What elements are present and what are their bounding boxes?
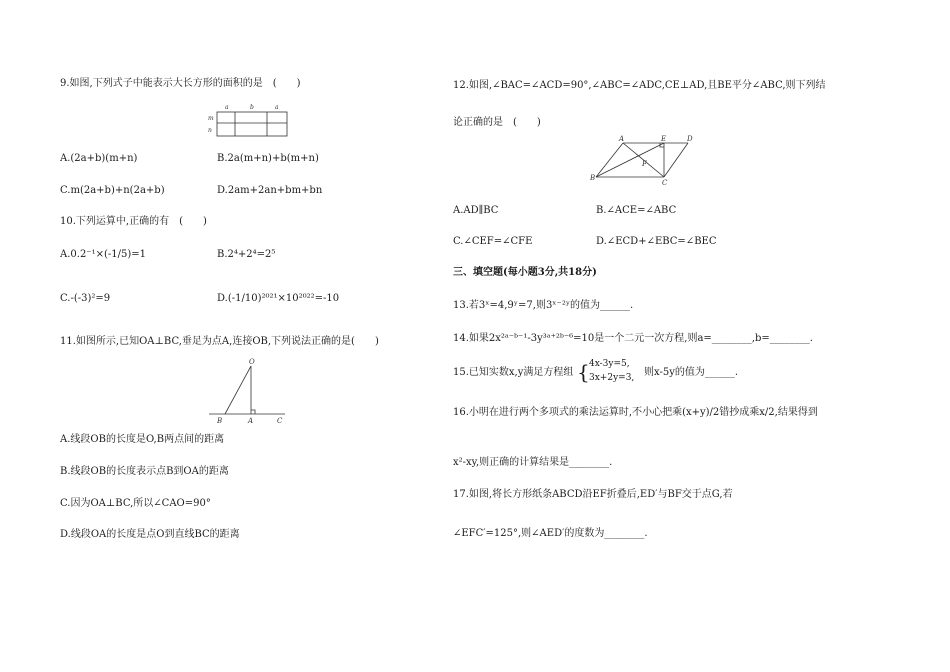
q9-option-a[interactable]: A.(2a+b)(m+n) (60, 153, 138, 164)
q10-option-c[interactable]: C.-(-3)²=9 (60, 293, 111, 304)
q12-option-b[interactable]: B.∠ACE=∠ABC (596, 205, 677, 216)
q11-option-d[interactable]: D.线段OA的长度是点O到直线BC的距离 (60, 529, 240, 540)
q15-prefix: 15.已知实数x,y满足方程组 (453, 367, 574, 378)
q9-rectangle-figure (205, 99, 295, 141)
q13-text: 13.若3ˣ=4,9ʸ=7,则3ˣ⁻²ʸ的值为______. (453, 300, 634, 311)
q12-option-d[interactable]: D.∠ECD+∠EBC=∠BEC (596, 236, 717, 247)
q12-stem-line1: 12.如图,∠BAC=∠ACD=90°,∠ABC=∠ADC,CE⊥AD,且BE平分∠ABC,则下列结 (453, 80, 826, 91)
q11-option-c[interactable]: C.因为OA⊥BC,所以∠CAO=90° (60, 498, 211, 509)
q14-text: 14.如果2x²ᵃ⁻ᵇ⁻¹-3y³ᵃ⁺²ᵇ⁻⁶=10是一个二元一次方程,则a=________,b=________. (453, 333, 813, 344)
q12-label-e: E (661, 135, 667, 143)
q15-suffix: 则x-5y的值为______. (644, 367, 739, 378)
q15-eq2: 3x+2y=3, (589, 373, 635, 383)
q9-option-b[interactable]: B.2a(m+n)+b(m+n) (217, 153, 319, 164)
q15-brace: { (577, 360, 590, 384)
q9-label-a2: a (275, 104, 279, 111)
q17-line1: 17.如图,将长方形纸条ABCD沿EF折叠后,ED′与BF交于点G,若 (453, 489, 733, 500)
q12-label-d: D (687, 135, 693, 143)
q12-label-c: C (662, 179, 668, 187)
q10-stem: 10.下列运算中,正确的有 ( ) (60, 216, 207, 227)
q9-label-n: n (208, 127, 212, 134)
q11-perpendicular-figure (205, 356, 295, 426)
q11-option-a[interactable]: A.线段OB的长度是O,B两点间的距离 (60, 434, 225, 445)
section-3-heading: 三、填空题(每小题3分,共18分) (453, 267, 597, 278)
q9-option-d[interactable]: D.2am+2an+bm+bn (217, 185, 323, 196)
q9-label-b1: b (250, 104, 254, 111)
q11-option-b[interactable]: B.线段OB的长度表示点B到OA的距离 (60, 466, 229, 477)
q11-label-b: B (217, 417, 223, 425)
q17-line2: ∠EFC′=125°,则∠AED′的度数为________. (453, 528, 648, 539)
q11-label-c: C (277, 417, 283, 425)
q9-option-c[interactable]: C.m(2a+b)+n(2a+b) (60, 185, 165, 196)
q15-eq1: 4x-3y=5, (589, 359, 630, 369)
q12-label-f: F (642, 160, 647, 168)
q11-stem: 11.如图所示,已知OA⊥BC,垂足为点A,连接OB,下列说法正确的是( ) (60, 336, 379, 347)
q12-stem-line2: 论正确的是 ( ) (453, 117, 541, 128)
q9-label-m: m (208, 115, 214, 122)
q10-option-a[interactable]: A.0.2⁻¹×(-1/5)=1 (60, 249, 146, 260)
q16-line1: 16.小明在进行两个多项式的乘法运算时,不小心把乘(x+y)/2错抄成乘x/2,结果得到 (453, 407, 818, 418)
q11-label-o: O (249, 358, 255, 366)
q12-option-c[interactable]: C.∠CEF=∠CFE (453, 236, 533, 247)
q16-line2: x²-xy,则正确的计算结果是________. (453, 457, 613, 468)
q9-label-a1: a (225, 104, 229, 111)
q12-label-a: A (619, 135, 625, 143)
q9-stem: 9.如图,下列式子中能表示大长方形的面积的是 ( ) (60, 78, 301, 89)
q12-parallelogram-figure (590, 135, 695, 187)
q10-option-b[interactable]: B.2⁴+2⁴=2⁵ (217, 249, 276, 260)
q11-label-a: A (248, 417, 254, 425)
q10-option-d[interactable]: D.(-1/10)²⁰²¹×10²⁰²²=-10 (217, 293, 340, 304)
q12-label-b: B (590, 174, 596, 182)
q12-option-a[interactable]: A.AD∥BC (453, 205, 499, 216)
